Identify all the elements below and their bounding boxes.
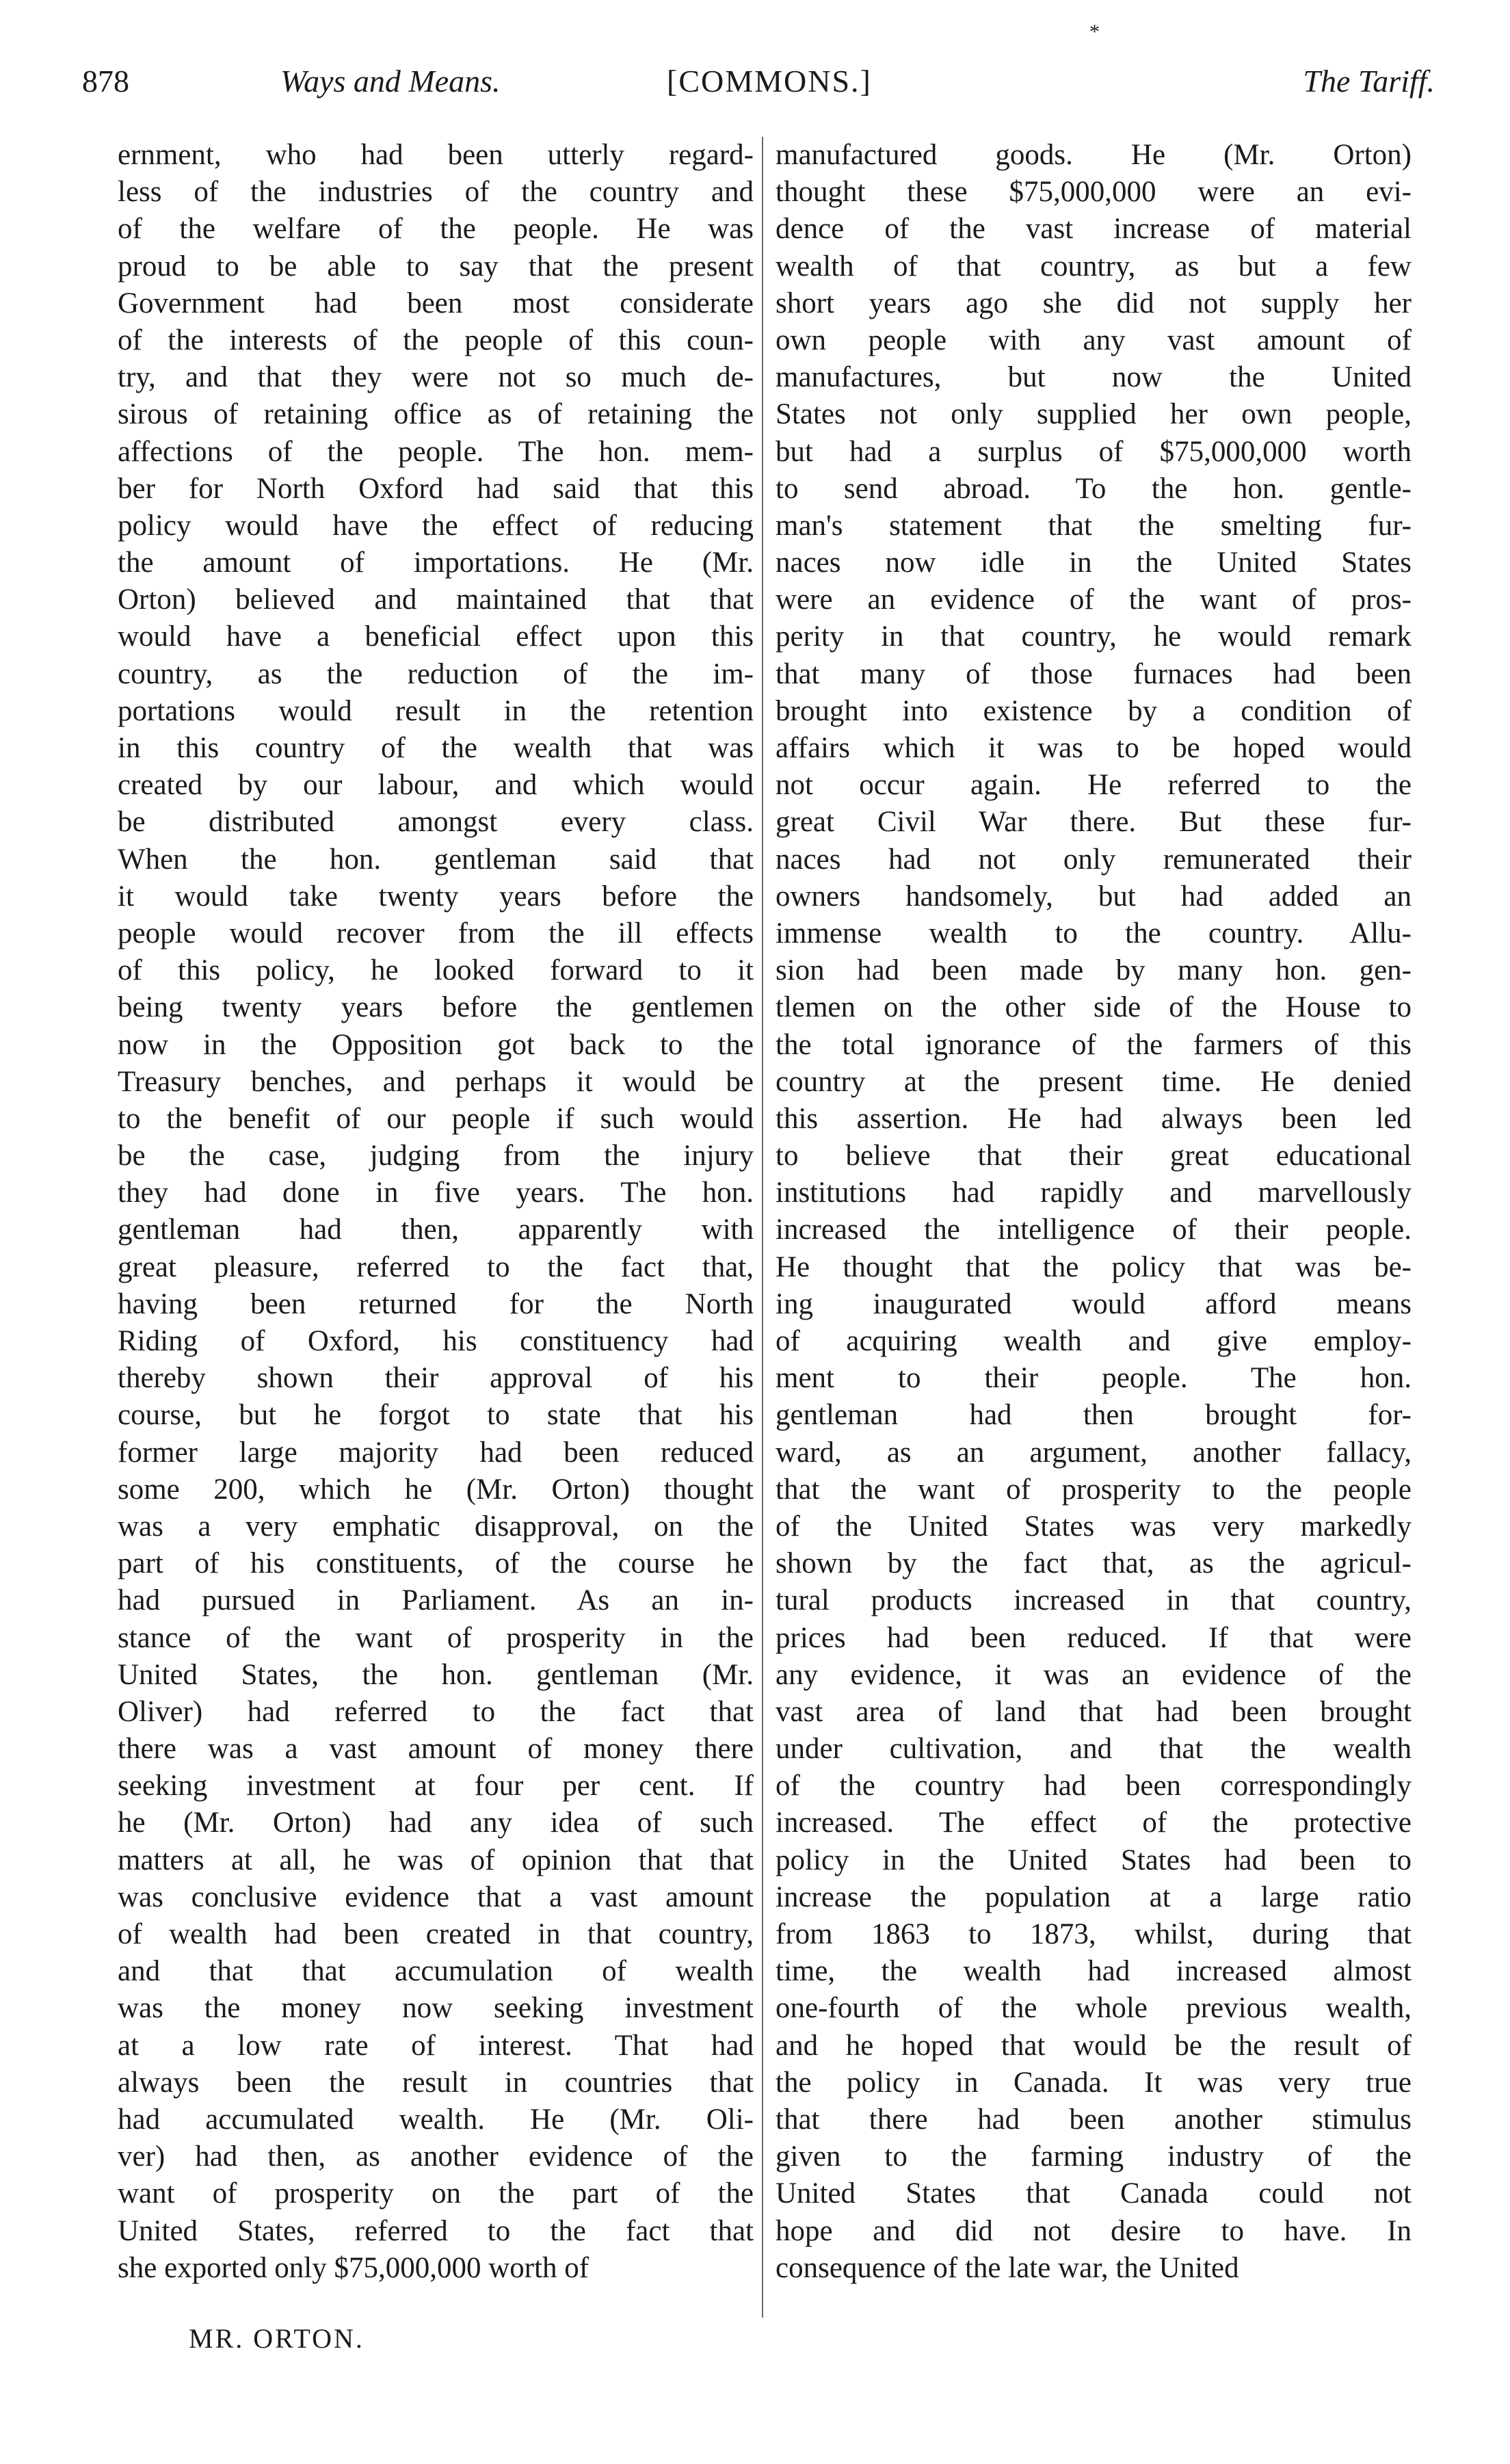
- text-line: affairs which it was to be hoped would: [776, 732, 1412, 764]
- text-line: the total ignorance of the farmers of this: [776, 1028, 1412, 1061]
- text-line: seeking investment at four per cent. If: [118, 1770, 754, 1803]
- text-line: want of prosperity on the part of the: [118, 2177, 754, 2210]
- text-line: sirous of retaining office as of retaining the: [118, 398, 754, 431]
- section-title: Ways and Means.: [280, 64, 501, 99]
- text-line: it would take twenty years before the: [118, 880, 754, 913]
- text-line: former large majority had been reduced: [118, 1436, 754, 1469]
- text-line: at a low rate of interest. That had: [118, 2029, 754, 2062]
- text-line: ing inaugurated would afford means: [776, 1287, 1412, 1320]
- text-line: any evidence, it was an evidence of the: [776, 1658, 1412, 1691]
- text-line: United States, referred to the fact that: [118, 2214, 754, 2247]
- text-line: there was a vast amount of money there: [118, 1733, 754, 1766]
- text-line: ernment, who had been utterly regard-: [118, 139, 754, 171]
- text-line: be the case, judging from the injury: [118, 1140, 754, 1172]
- right-text-column: [776, 137, 1412, 2287]
- text-line: policy would have the effect of reducing: [118, 509, 754, 542]
- text-line: manufactured goods. He (Mr. Orton): [776, 139, 1412, 171]
- text-line: Oliver) had referred to the fact that: [118, 1695, 754, 1728]
- text-line: gentleman had then, apparently with: [118, 1214, 754, 1246]
- text-line: manufactures, but now the United: [776, 361, 1412, 394]
- text-line: try, and that they were not so much de-: [118, 361, 754, 394]
- text-line: perity in that country, he would remark: [776, 620, 1412, 653]
- text-line: was conclusive evidence that a vast amount: [118, 1880, 754, 1913]
- text-line: the policy in Canada. It was very true: [776, 2066, 1412, 2099]
- text-line: consequence of the late war, the United: [776, 2251, 1239, 2284]
- text-line: hope and did not desire to have. In: [776, 2214, 1412, 2247]
- text-line: increased. The effect of the protective: [776, 1807, 1412, 1839]
- text-line: that the want of prosperity to the people: [776, 1473, 1412, 1506]
- text-line: Government had been most considerate: [118, 287, 754, 319]
- text-line: brought into existence by a condition of: [776, 694, 1412, 727]
- text-line: less of the industries of the country and: [118, 176, 754, 209]
- text-line: was a very emphatic disapproval, on the: [118, 1510, 754, 1543]
- text-line: were an evidence of the want of pros-: [776, 584, 1412, 616]
- text-line: she exported only $75,000,000 worth of: [118, 2251, 590, 2284]
- text-line: He thought that the policy that was be-: [776, 1250, 1412, 1283]
- text-line: great pleasure, referred to the fact that,: [118, 1250, 754, 1283]
- text-line: was the money now seeking investment: [118, 1992, 754, 2025]
- text-line: they had done in five years. The hon.: [118, 1177, 754, 1209]
- page-header: [82, 63, 1435, 111]
- text-line: wealth of that country, as but a few: [776, 250, 1412, 283]
- text-line: United States, the hon. gentleman (Mr.: [118, 1658, 754, 1691]
- text-line: thereby shown their approval of his: [118, 1362, 754, 1395]
- text-line: but had a surplus of $75,000,000 worth: [776, 435, 1412, 468]
- text-line: had pursued in Parliament. As an in-: [118, 1584, 754, 1617]
- text-line: Treasury benches, and perhaps it would be: [118, 1065, 754, 1098]
- text-line: course, but he forgot to state that his: [118, 1399, 754, 1432]
- text-line: of the country had been correspondingly: [776, 1770, 1412, 1803]
- text-line: to believe that their great educational: [776, 1140, 1412, 1172]
- text-line: sion had been made by many hon. gen-: [776, 954, 1412, 987]
- text-line: matters at all, he was of opinion that that: [118, 1844, 754, 1876]
- text-line: having been returned for the North: [118, 1287, 754, 1320]
- page-number: 878: [82, 64, 129, 99]
- text-line: under cultivation, and that the wealth: [776, 1733, 1412, 1766]
- column-divider: [762, 137, 763, 2318]
- text-line: given to the farming industry of the: [776, 2140, 1412, 2173]
- text-line: owners handsomely, but had added an: [776, 880, 1412, 913]
- text-line: this assertion. He had always been led: [776, 1102, 1412, 1135]
- text-line: vast area of land that had been brought: [776, 1695, 1412, 1728]
- text-line: thought these $75,000,000 were an evi-: [776, 176, 1412, 209]
- text-line: stance of the want of prosperity in the: [118, 1621, 754, 1654]
- text-line: the amount of importations. He (Mr.: [118, 547, 754, 579]
- text-line: immense wealth to the country. Allu-: [776, 917, 1412, 949]
- text-line: to send abroad. To the hon. gentle-: [776, 472, 1412, 505]
- text-line: would have a beneficial effect upon this: [118, 620, 754, 653]
- text-line: ment to their people. The hon.: [776, 1362, 1412, 1395]
- text-line: of the United States was very markedly: [776, 1510, 1412, 1543]
- text-line: tlemen on the other side of the House to: [776, 991, 1412, 1024]
- text-line: country, as the reduction of the im-: [118, 657, 754, 690]
- text-line: part of his constituents, of the course he: [118, 1547, 754, 1580]
- text-line: he (Mr. Orton) had any idea of such: [118, 1807, 754, 1839]
- text-line: dence of the vast increase of material: [776, 213, 1412, 246]
- text-line: proud to be able to say that the present: [118, 250, 754, 283]
- text-line: being twenty years before the gentlemen: [118, 991, 754, 1024]
- text-line: had accumulated wealth. He (Mr. Oli-: [118, 2103, 754, 2136]
- text-line: ward, as an argument, another fallacy,: [776, 1436, 1412, 1469]
- text-line: naces had not only remunerated their: [776, 843, 1412, 876]
- house-label: [COMMONS.]: [667, 64, 872, 99]
- topic-title: The Tariff.: [1303, 64, 1435, 99]
- text-line: of this policy, he looked forward to it: [118, 954, 754, 987]
- text-line: naces now idle in the United States: [776, 547, 1412, 579]
- text-line: great Civil War there. But these fur-: [776, 806, 1412, 839]
- text-line: and that that accumulation of wealth: [118, 1955, 754, 1988]
- margin-mark: *: [1089, 21, 1100, 43]
- text-line: States not only supplied her own people,: [776, 398, 1412, 431]
- text-line: ber for North Oxford had said that this: [118, 472, 754, 505]
- text-line: of wealth had been created in that country,: [118, 1918, 754, 1950]
- text-line: short years ago she did not supply her: [776, 287, 1412, 319]
- text-line: tural products increased in that country,: [776, 1584, 1412, 1617]
- text-line: always been the result in countries that: [118, 2066, 754, 2099]
- text-line: policy in the United States had been to: [776, 1844, 1412, 1876]
- text-line: increased the intelligence of their people.: [776, 1214, 1412, 1246]
- text-line: of the welfare of the people. He was: [118, 213, 754, 246]
- text-line: increase the population at a large ratio: [776, 1880, 1412, 1913]
- text-line: to the benefit of our people if such would: [118, 1102, 754, 1135]
- text-line: country at the present time. He denied: [776, 1065, 1412, 1098]
- text-line: that many of those furnaces had been: [776, 657, 1412, 690]
- text-line: ver) had then, as another evidence of the: [118, 2140, 754, 2173]
- text-line: and he hoped that would be the result of: [776, 2029, 1412, 2062]
- text-line: in this country of the wealth that was: [118, 732, 754, 764]
- left-text-column: [118, 137, 754, 2287]
- text-line: created by our labour, and which would: [118, 769, 754, 802]
- text-line: some 200, which he (Mr. Orton) thought: [118, 1473, 754, 1506]
- text-line: time, the wealth had increased almost: [776, 1955, 1412, 1988]
- text-line: be distributed amongst every class.: [118, 806, 754, 839]
- text-line: Orton) believed and maintained that that: [118, 584, 754, 616]
- text-line: that there had been another stimulus: [776, 2103, 1412, 2136]
- text-line: shown by the fact that, as the agricul-: [776, 1547, 1412, 1580]
- text-line: affections of the people. The hon. mem-: [118, 435, 754, 468]
- text-line: prices had been reduced. If that were: [776, 1621, 1412, 1654]
- text-line: not occur again. He referred to the: [776, 769, 1412, 802]
- text-line: of acquiring wealth and give employ-: [776, 1325, 1412, 1357]
- text-line: from 1863 to 1873, whilst, during that: [776, 1918, 1412, 1950]
- text-line: United States that Canada could not: [776, 2177, 1412, 2210]
- text-line: of the interests of the people of this coun-: [118, 324, 754, 356]
- text-line: one-fourth of the whole previous wealth,: [776, 1992, 1412, 2025]
- speaker-footer: MR. ORTON.: [189, 2323, 365, 2354]
- text-line: institutions had rapidly and marvellously: [776, 1177, 1412, 1209]
- text-line: man's statement that the smelting fur-: [776, 509, 1412, 542]
- text-line: When the hon. gentleman said that: [118, 843, 754, 876]
- text-line: gentleman had then brought for-: [776, 1399, 1412, 1432]
- text-line: now in the Opposition got back to the: [118, 1028, 754, 1061]
- text-line: people would recover from the ill effects: [118, 917, 754, 949]
- text-line: own people with any vast amount of: [776, 324, 1412, 356]
- text-line: Riding of Oxford, his constituency had: [118, 1325, 754, 1357]
- text-line: portations would result in the retention: [118, 694, 754, 727]
